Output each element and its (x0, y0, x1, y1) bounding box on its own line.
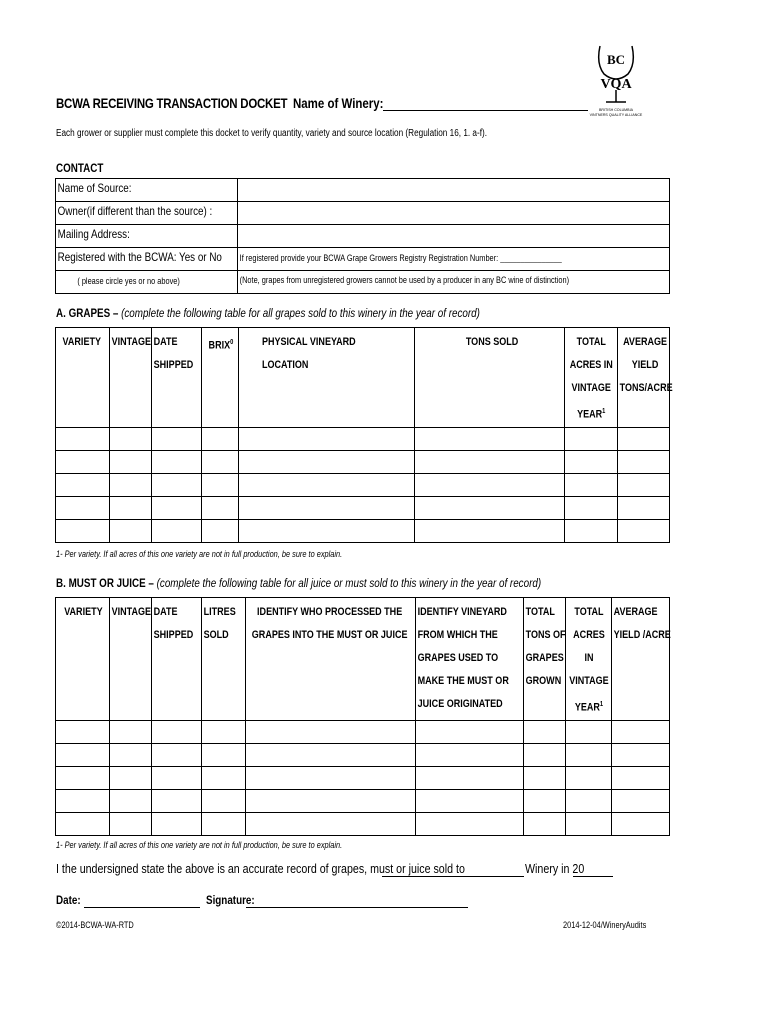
must-footnote: 1- Per variety. If all acres of this one variety are not in full production, be sure to explain. (56, 840, 343, 850)
grapes-col-brix: BRIX$^0$ (208, 339, 234, 352)
grapes-row (56, 427, 670, 450)
winery-name-label: Name of Winery: (293, 95, 384, 111)
contact-row-source (56, 179, 670, 202)
attestation-winery-suffix: Winery in 20 (525, 861, 585, 876)
must-heading-label: B. MUST OR JUICE – (56, 576, 154, 590)
grapes-footnote: 1- Per variety. If all acres of this one variety are not in full production, be sure to explain. (56, 549, 343, 559)
grapes-col-yield: AVERAGE YIELD TONS/ACRE (619, 336, 673, 394)
attestation-text: I the undersigned state the above is an accurate record of grapes, must or juice sold to (56, 861, 465, 876)
must-col-acres: TOTAL ACRES IN VINTAGE YEAR$^1$ (569, 606, 609, 714)
grapes-col-vintage: VINTAGE (111, 336, 152, 348)
must-col-vintage: VINTAGE (111, 606, 152, 618)
contact-heading: CONTACT (56, 161, 104, 175)
signature-field[interactable] (246, 907, 468, 908)
must-row (56, 743, 670, 766)
must-col-processor: IDENTIFY WHO PROCESSED THE GRAPES INTO THE MUST OR JUICE (251, 606, 408, 641)
contact-table (55, 178, 670, 294)
contact-mailing-field[interactable] (238, 225, 670, 248)
contact-owner-field[interactable] (238, 202, 670, 225)
must-col-tons: TOTAL TONS OF GRAPES GROWN (525, 606, 566, 687)
must-col-yield: AVERAGE YIELD /ACRE (613, 606, 671, 641)
contact-label-source: Name of Source: (57, 181, 132, 195)
page-title: BCWA RECEIVING TRANSACTION DOCKET (56, 95, 288, 111)
circle-note: ( please circle yes or no above) (77, 276, 180, 286)
grapes-col-location: PHYSICAL VINEYARD LOCATION (261, 336, 356, 371)
contact-label-owner: Owner(if different than the source) : (57, 204, 213, 218)
grapes-row (56, 450, 670, 473)
must-row (56, 789, 670, 812)
copyright-text: ©2014-BCWA-WA-RTD (56, 920, 134, 930)
must-col-variety: VARIETY (64, 606, 103, 618)
must-row (56, 766, 670, 789)
grapes-table (55, 327, 673, 543)
logo-subtitle-1: BRITISH COLUMBIA (599, 108, 633, 112)
must-col-date: DATE SHIPPED (153, 606, 194, 641)
registry-prompt: If registered provide your BCWA Grape Growers Registry Registration Number: _______________ (239, 253, 562, 263)
grapes-heading (56, 306, 480, 320)
contact-row-owner (56, 202, 670, 225)
must-heading (56, 576, 541, 590)
contact-row-registered (56, 248, 670, 271)
signature-label: Signature: (206, 893, 255, 907)
contact-row-mailing (56, 225, 670, 248)
must-heading-note: (complete the following table for all juice or must sold to this winery in the year of record) (156, 576, 542, 590)
attestation-winery-field[interactable] (382, 876, 524, 877)
grapes-col-acres: TOTAL ACRES IN VINTAGE YEAR$^1$ (569, 336, 613, 421)
grapes-row (56, 473, 670, 496)
registry-number-field[interactable] (238, 248, 670, 271)
must-table (55, 597, 670, 836)
must-col-vineyard: IDENTIFY VINEYARD FROM WHICH THE GRAPES USED TO MAKE THE MUST OR JUICE ORIGINATED (417, 606, 509, 710)
bc-vqa-logo (586, 44, 646, 124)
date-label: Date: (56, 893, 81, 907)
grapes-col-variety: VARIETY (62, 336, 101, 348)
registry-note: (Note, grapes from unregistered growers cannot be used by a producer in any BC wine of distinction) (239, 275, 570, 285)
grapes-row (56, 519, 670, 542)
attestation-year-field[interactable] (573, 876, 613, 877)
contact-label-registered: Registered with the BCWA: Yes or No (57, 250, 222, 264)
winery-name-field[interactable] (383, 110, 588, 111)
grapes-row (56, 496, 670, 519)
grapes-heading-note: (complete the following table for all grapes sold to this winery in the year of record) (121, 306, 480, 320)
date-field[interactable] (84, 907, 200, 908)
logo-text-vqa: VQA (600, 77, 632, 92)
grapes-header-row (56, 328, 670, 428)
contact-row-notes (56, 271, 670, 294)
grapes-heading-label: A. GRAPES – (56, 306, 119, 320)
must-row (56, 720, 670, 743)
grapes-col-tons: TONS SOLD (465, 336, 519, 348)
contact-source-field[interactable] (238, 179, 670, 202)
must-col-litres: LITRES SOLD (203, 606, 236, 641)
must-row (56, 812, 670, 835)
logo-text-bc: BC (606, 52, 626, 67)
contact-label-mailing: Mailing Address: (57, 227, 130, 241)
logo-subtitle-2: VINTNERS QUALITY ALLIANCE (589, 113, 643, 117)
must-header-row (56, 598, 670, 721)
grapes-col-date: DATE SHIPPED (153, 336, 194, 371)
intro-text: Each grower or supplier must complete this docket to verify quantity, variety and source location (Regulation 16, 1. a-f). (56, 128, 488, 139)
document-id: 2014-12-04/WineryAudits (563, 920, 647, 930)
